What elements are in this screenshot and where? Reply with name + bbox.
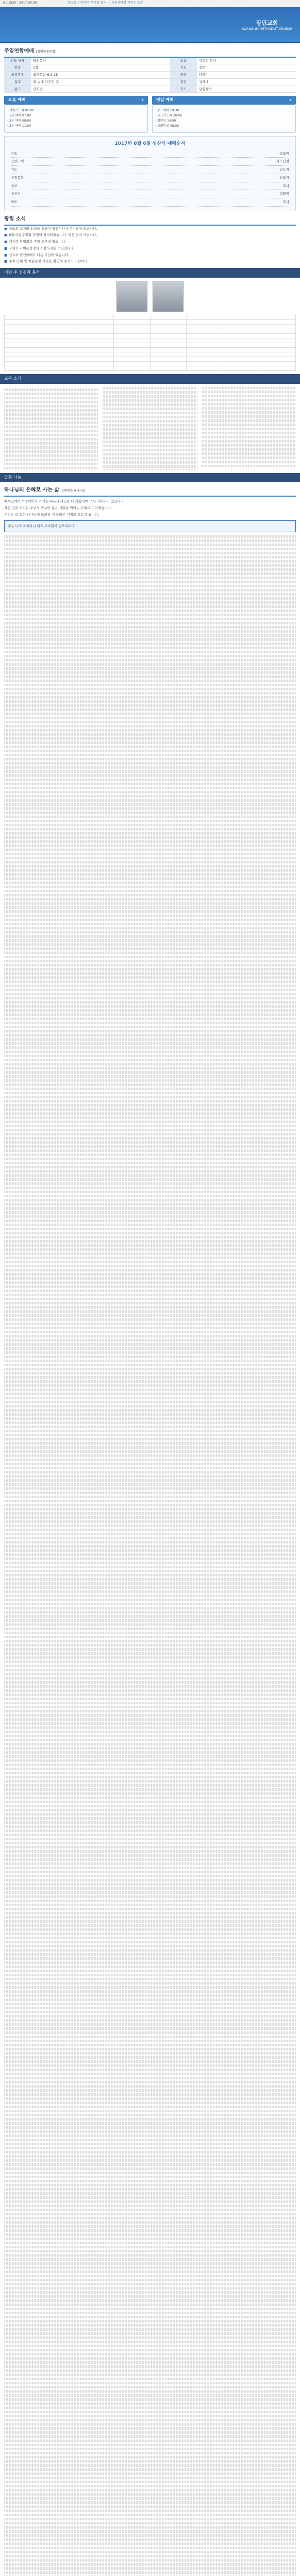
order-row: 기도 인도자 (11, 166, 289, 174)
sermon-paragraph: 작은 것을 드리는 소년의 믿음이 많은 사람을 먹이는 은혜로 이어졌습니다. (4, 506, 112, 511)
order-row: 설교 목사 (11, 182, 289, 191)
tagline: 영으로 시작하여 생각을 찾자 — 다음세대를 세우는 교회 (68, 1, 144, 5)
service-value: 당회장 (31, 86, 170, 93)
sermon-section (4, 485, 296, 517)
service-label: 기도 (170, 64, 197, 72)
schedule-item: · 2부 예배 09:00 (7, 119, 31, 123)
service-row (4, 72, 296, 79)
schedule-item: · 수요예배 19:30 (155, 109, 179, 113)
news-item: ■ 주차 안내 및 차량운행 시간을 확인해 주시기 바랍니다. (4, 259, 89, 264)
members-text (4, 387, 296, 470)
service-row (4, 78, 296, 86)
news-item: ■ 새가족 환영회가 주일 오후에 있습니다. (4, 240, 66, 244)
duty-table (4, 315, 296, 371)
church-logo (241, 10, 293, 39)
schedule-item: · 청년부 14:00 (155, 119, 176, 123)
service-value: 1장 (31, 64, 170, 72)
service-label: 설교 (4, 78, 31, 86)
schedule-right-box (152, 105, 296, 132)
issue-info: No.1530 | 2017.08.06 (3, 1, 37, 5)
service-value: 김정석 목사 (197, 58, 296, 64)
news-title: 광림 소식 (4, 214, 296, 226)
service-value: 물 속에 감추인 것 (31, 78, 170, 86)
service-label: 봉헌 (170, 78, 197, 86)
sermon-text (4, 499, 296, 517)
band-sermon: 말씀 나눔 (0, 473, 300, 483)
service-value: 담임목사 (197, 86, 296, 93)
schedule-section (4, 96, 296, 132)
service-value: 요한복음 6:1-15 (31, 72, 170, 79)
order-row: 성찬식 다함께 (11, 190, 289, 198)
filler-section (4, 535, 296, 2576)
order-title: 2017년 8월 6일 성찬식 예배순서 (114, 141, 186, 146)
church-sub: KWANGLIM METHODIST CHURCH (241, 27, 293, 31)
service-label: 헌금 (170, 72, 197, 79)
service-row (4, 86, 296, 93)
band-service: 이번 주 섬김과 봉사 (0, 268, 300, 278)
order-list (11, 150, 289, 207)
order-panel (4, 136, 296, 212)
service-value: 담임목사 (31, 58, 170, 64)
news-item: ■ 성도의 교제와 친교를 위하여 점심식사가 준비되어 있습니다. (4, 226, 97, 231)
duty-grid (4, 315, 296, 371)
service-value: 성가대 (197, 78, 296, 86)
news-item: ■ 8월 여름수련회 일정이 확정되었습니다. 많은 참여 바랍니다. (4, 233, 97, 238)
top-strip (0, 0, 300, 7)
service-section (4, 46, 296, 93)
service-label: 인도 예배 (4, 58, 31, 64)
service-label: 성경봉독 (4, 72, 31, 79)
service-value: 다같이 (197, 72, 296, 79)
news-item: ■ 선교부 헌신예배가 다음 주일에 있습니다. (4, 252, 70, 257)
sermon-title: 하나님의 은혜로 사는 삶 요한복음 6:1-15 (4, 485, 296, 497)
order-row: 성경봉독 인도자 (11, 174, 289, 182)
photo-row (0, 281, 300, 312)
schedule-left-title: 오늘 예배 ▸ (4, 96, 148, 105)
schedule-item: · 교회학교 09:30 (155, 124, 179, 128)
members-columns (4, 387, 296, 470)
service-title: 주일연합예배 (성례공동주일) (4, 46, 296, 58)
schedule-right-title: 평일 예배 ▸ (152, 96, 296, 105)
news-item: ■ 교회학교 여름성경학교 봉사자를 모집합니다. (4, 246, 75, 250)
schedule-item: · 1부 예배 07:00 (7, 114, 31, 118)
sermon-paragraph: 우리의 삶 또한 하나님께 드려질 때 놀라운 기적의 통로가 됩니다. (4, 513, 99, 517)
person-photo (153, 281, 184, 312)
service-row (4, 58, 296, 64)
news-list (4, 226, 296, 265)
schedule-item: · 3부 예배 11:00 (7, 124, 31, 128)
service-row (4, 64, 296, 72)
service-value: 장로 (197, 64, 296, 72)
order-row: 찬송 다함께 (11, 150, 289, 158)
news-section (4, 214, 296, 265)
schedule-item: · 금요기도회 20:00 (155, 114, 182, 118)
church-name: 광림교회 (256, 20, 278, 26)
service-label: 축도 (170, 86, 197, 93)
service-label: 설교 (170, 58, 197, 64)
sermon-paragraph: 예수님께서 오병이어의 기적을 베푸신 사건은 네 복음서에 모두 기록되어 있습니다. (4, 499, 125, 503)
band-members: 교우 소식 (0, 374, 300, 384)
order-row: 축도 목사 (11, 198, 289, 207)
quote-box: 주는 나의 목자시니 내게 부족함이 없으리로다. (4, 520, 296, 532)
service-label: 광고 (4, 86, 31, 93)
service-label: 찬송 (4, 64, 31, 72)
service-table (4, 58, 296, 93)
order-row: 신앙고백 사도신경 (11, 158, 289, 166)
masthead (0, 7, 300, 43)
schedule-item: · 새벽기도회 05:00 (7, 109, 34, 113)
schedule-left-box (4, 105, 148, 132)
person-photo (116, 281, 147, 312)
